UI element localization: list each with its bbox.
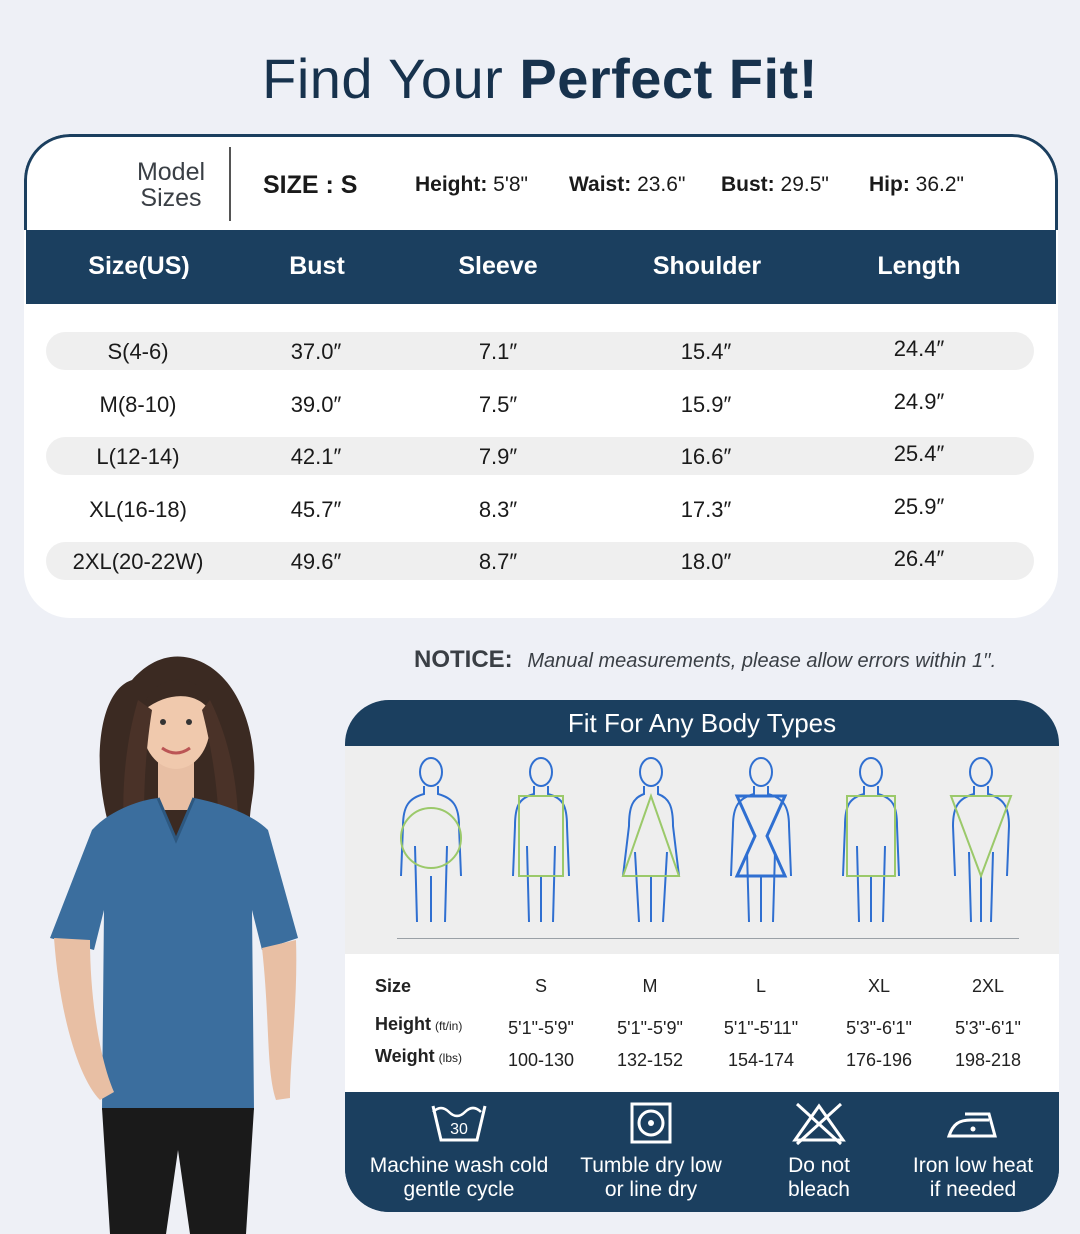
stat-value: 36.2" xyxy=(915,173,964,196)
table-cell: 24.9″ xyxy=(893,389,945,414)
table-cell: 2XL(20-22W) xyxy=(72,549,204,574)
model-sizes-strip xyxy=(24,134,1058,230)
table-cell: S(4-6) xyxy=(107,339,169,364)
weight-label xyxy=(375,1046,462,1067)
iron-icon xyxy=(945,1100,1001,1146)
table-row xyxy=(46,437,1034,475)
height-label xyxy=(375,1014,462,1035)
page-title xyxy=(0,46,1080,111)
model-size: SIZE : S xyxy=(263,171,358,199)
model-bust xyxy=(721,173,829,197)
table-row xyxy=(46,542,1034,580)
model-height xyxy=(415,173,528,197)
stat-key: Hip: xyxy=(869,173,910,196)
table-cell: 7.1″ xyxy=(478,339,518,364)
size-col-label: 2XL xyxy=(971,976,1005,996)
inverted-triangle-body-type-icon xyxy=(941,756,1021,922)
table-row xyxy=(46,490,1034,528)
weight-value: 154-174 xyxy=(727,1050,795,1070)
table-cell: 49.6″ xyxy=(290,549,342,574)
table-cell: 37.0″ xyxy=(290,339,342,364)
weight-label-text: Weight xyxy=(375,1046,435,1066)
table-cell: 15.9″ xyxy=(680,392,732,417)
model-sizes-label xyxy=(111,159,231,211)
care-item-wash xyxy=(359,1100,559,1202)
stat-key: Bust: xyxy=(721,173,775,196)
body-type-figures xyxy=(345,746,1059,954)
title-light: Find Your xyxy=(262,47,504,110)
height-value: 5'1"-5'9" xyxy=(508,1018,574,1038)
care-label-line1: Iron low heat xyxy=(912,1154,1034,1177)
body-types-panel xyxy=(345,700,1059,1212)
table-cell: 42.1″ xyxy=(290,444,342,469)
header-size: Size(US) xyxy=(88,252,190,280)
notice-text: Manual measurements, please allow errors within 1′′. xyxy=(527,650,997,672)
header-length: Length xyxy=(877,252,961,280)
header-shoulder: Shoulder xyxy=(652,252,762,280)
table-cell: 39.0″ xyxy=(290,392,342,417)
stat-value: 5'8" xyxy=(493,173,528,196)
size-label: Size xyxy=(375,976,412,996)
weight-value: 198-218 xyxy=(954,1050,1022,1070)
table-cell: 8.7″ xyxy=(478,549,518,574)
weight-value: 176-196 xyxy=(845,1050,913,1070)
table-cell: 26.4″ xyxy=(893,546,945,571)
wash-30-icon xyxy=(429,1100,489,1146)
weight-value: 100-130 xyxy=(507,1050,575,1070)
stat-value: 29.5" xyxy=(780,173,829,196)
table-cell: 16.6″ xyxy=(680,444,732,469)
apple-body-type-icon xyxy=(391,756,471,922)
wash-temp: 30 xyxy=(450,1121,468,1138)
stat-value: 23.6" xyxy=(637,173,686,196)
straight-body-type-icon xyxy=(831,756,911,922)
notice-label: NOTICE: xyxy=(414,646,513,673)
table-cell: 24.4″ xyxy=(893,336,945,361)
care-label-line2: bleach xyxy=(788,1178,850,1201)
size-col-label: XL xyxy=(867,976,891,996)
tumble-dry-icon xyxy=(628,1100,674,1146)
height-value: 5'1"-5'11" xyxy=(723,1018,799,1038)
care-label-line2: if needed xyxy=(929,1178,1017,1201)
size-info-table xyxy=(345,954,1059,1092)
table-cell: 25.9″ xyxy=(893,494,945,519)
header-bust: Bust xyxy=(289,252,345,280)
care-label-line2: gentle cycle xyxy=(403,1178,515,1201)
model-photo xyxy=(40,640,310,1234)
size-col-label: L xyxy=(755,976,767,996)
title-bold: Perfect Fit! xyxy=(519,47,818,110)
table-cell: 17.3″ xyxy=(680,497,732,522)
table-cell: 7.9″ xyxy=(478,444,518,469)
care-instructions xyxy=(345,1092,1059,1212)
model-label-line1: Model xyxy=(136,158,206,186)
notice xyxy=(414,646,996,674)
size-col-label: S xyxy=(534,976,548,996)
height-unit: (ft/in) xyxy=(435,1019,463,1033)
model-label-line2: Sizes xyxy=(140,184,202,212)
care-label-line2: or line dry xyxy=(604,1178,698,1201)
table-cell: L(12-14) xyxy=(96,444,180,469)
hourglass-body-type-icon xyxy=(721,756,801,922)
rectangle-body-type-icon xyxy=(501,756,581,922)
size-chart-card xyxy=(24,134,1058,618)
height-value: 5'1"-5'9" xyxy=(617,1018,683,1038)
header-sleeve: Sleeve xyxy=(458,252,538,280)
table-cell: 25.4″ xyxy=(893,441,945,466)
height-value: 5'3"-6'1" xyxy=(955,1018,1021,1038)
body-types-title: Fit For Any Body Types xyxy=(567,708,837,738)
model-hip xyxy=(869,173,964,197)
stat-key: Height: xyxy=(415,173,488,196)
care-label-line1: Machine wash cold xyxy=(369,1154,549,1177)
size-col-label: M xyxy=(642,976,658,996)
care-label-line1: Do not xyxy=(788,1154,850,1177)
size-table-header xyxy=(26,230,1056,304)
table-cell: XL(16-18) xyxy=(89,497,187,522)
divider xyxy=(229,147,231,221)
divider xyxy=(397,938,1019,939)
table-cell: 45.7″ xyxy=(290,497,342,522)
model-waist xyxy=(569,173,685,197)
table-cell: 15.4″ xyxy=(680,339,732,364)
table-cell: 7.5″ xyxy=(478,392,518,417)
table-cell: 8.3″ xyxy=(478,497,518,522)
care-label-line1: Tumble dry low xyxy=(580,1154,722,1177)
table-row xyxy=(46,332,1034,370)
table-row xyxy=(46,385,1034,423)
height-label-text: Height xyxy=(375,1014,431,1034)
no-bleach-icon xyxy=(791,1100,847,1146)
weight-value: 132-152 xyxy=(616,1050,684,1070)
table-cell: 18.0″ xyxy=(680,549,732,574)
care-item-iron xyxy=(873,1100,1059,1202)
table-cell: M(8-10) xyxy=(99,392,177,417)
stat-key: Waist: xyxy=(569,173,632,196)
weight-unit: (lbs) xyxy=(438,1051,463,1065)
pear-body-type-icon xyxy=(611,756,691,922)
height-value: 5'3"-6'1" xyxy=(846,1018,912,1038)
